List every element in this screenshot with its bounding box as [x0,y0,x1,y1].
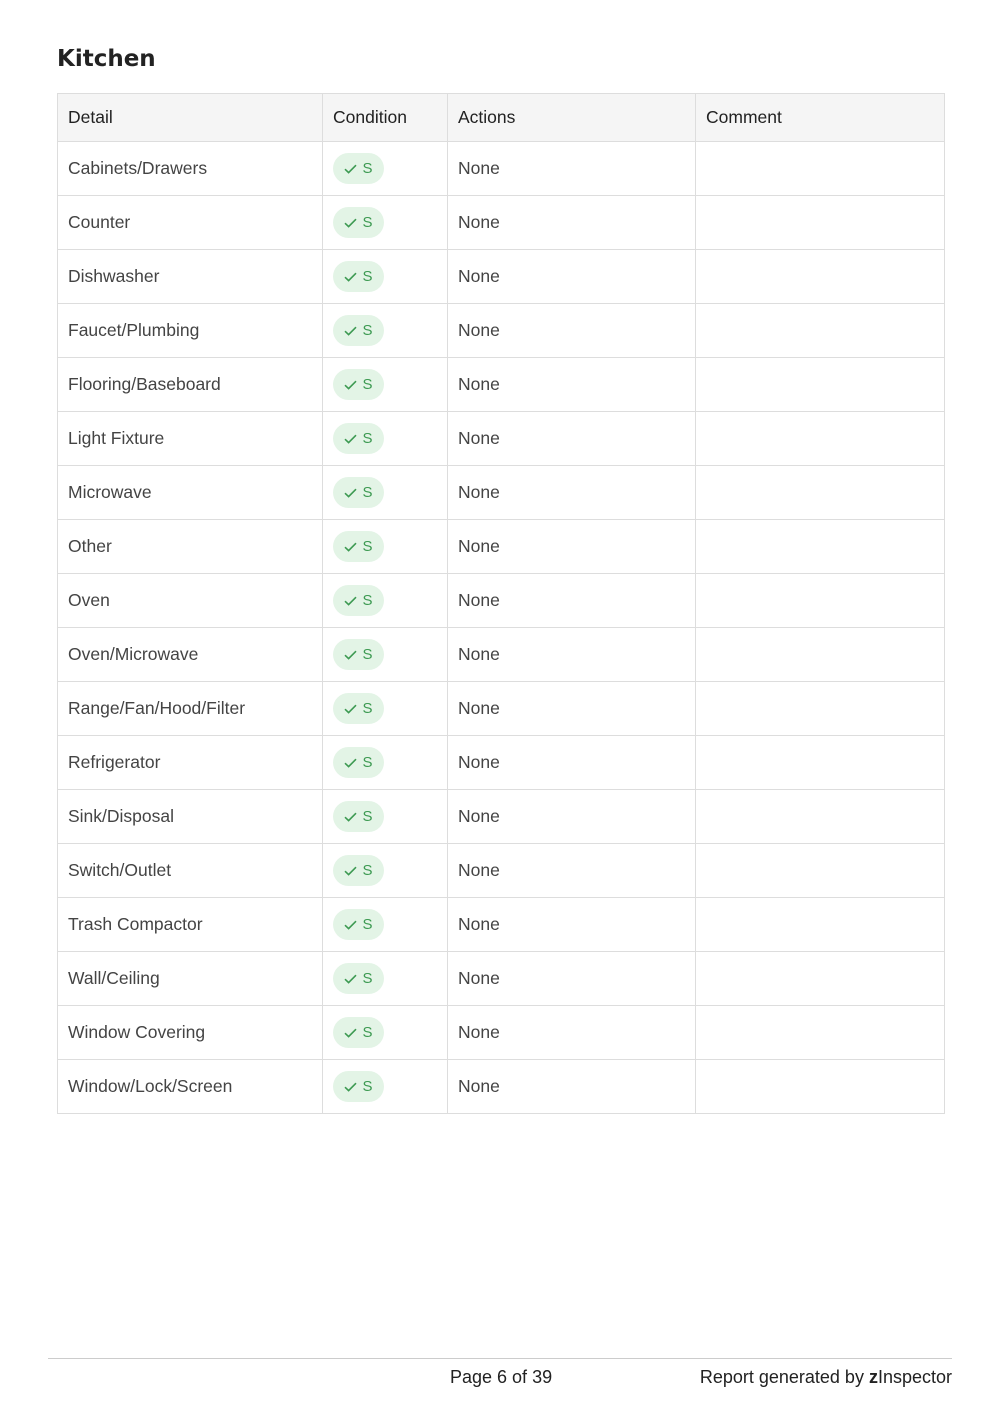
condition-label: S [362,700,373,717]
cell-comment [696,466,945,520]
table-row [58,142,945,196]
cell-actions: None [448,250,696,304]
cell-actions: None [448,466,696,520]
header-actions: Actions [448,94,696,142]
cell-condition [323,304,448,358]
condition-badge [333,423,384,454]
condition-label: S [362,214,373,231]
cell-comment [696,1060,945,1114]
condition-badge [333,477,384,508]
cell-condition [323,952,448,1006]
cell-comment [696,844,945,898]
cell-condition [323,358,448,412]
cell-detail: Switch/Outlet [58,844,323,898]
cell-detail: Sink/Disposal [58,790,323,844]
cell-actions: None [448,898,696,952]
table-header-row [58,94,945,142]
cell-actions: None [448,628,696,682]
brand-name: Inspector [877,1367,952,1387]
cell-condition [323,250,448,304]
cell-detail: Light Fixture [58,412,323,466]
cell-comment [696,520,945,574]
cell-detail: Oven [58,574,323,628]
header-comment: Comment [696,94,945,142]
brand-z: z [868,1367,878,1387]
table-row [58,358,945,412]
cell-detail: Cabinets/Drawers [58,142,323,196]
condition-label: S [362,376,373,393]
table-row [58,682,945,736]
cell-detail: Faucet/Plumbing [58,304,323,358]
table-row [58,1060,945,1114]
cell-actions: None [448,952,696,1006]
cell-detail: Flooring/Baseboard [58,358,323,412]
cell-comment [696,1006,945,1060]
cell-comment [696,250,945,304]
cell-condition [323,196,448,250]
condition-label: S [362,862,373,879]
condition-badge [333,153,384,184]
condition-badge [333,801,384,832]
condition-badge [333,747,384,778]
condition-label: S [362,538,373,555]
table-row [58,736,945,790]
condition-label: S [362,808,373,825]
cell-actions: None [448,358,696,412]
cell-comment [696,304,945,358]
generated-prefix: Report generated by [699,1367,869,1387]
report-generated-by [700,1367,952,1388]
condition-badge [333,369,384,400]
cell-condition [323,1006,448,1060]
cell-actions: None [448,1060,696,1114]
condition-badge [333,1017,384,1048]
table-row [58,304,945,358]
cell-actions: None [448,1006,696,1060]
cell-condition [323,790,448,844]
table-row [58,1006,945,1060]
table-row [58,196,945,250]
cell-detail: Window/Lock/Screen [58,1060,323,1114]
condition-label: S [362,160,373,177]
cell-detail: Wall/Ceiling [58,952,323,1006]
table-row [58,250,945,304]
table-row [58,952,945,1006]
check-icon [344,1082,357,1092]
table-row [58,898,945,952]
table-row [58,520,945,574]
cell-actions: None [448,844,696,898]
cell-condition [323,682,448,736]
cell-comment [696,196,945,250]
cell-condition [323,574,448,628]
condition-label: S [362,322,373,339]
cell-comment [696,952,945,1006]
cell-condition [323,412,448,466]
table-row [58,844,945,898]
table-body [58,142,945,1114]
cell-condition [323,520,448,574]
condition-label: S [362,754,373,771]
cell-condition [323,898,448,952]
check-icon [344,758,357,768]
check-icon [344,650,357,660]
condition-badge [333,261,384,292]
cell-condition [323,628,448,682]
cell-comment [696,412,945,466]
check-icon [344,704,357,714]
cell-comment [696,682,945,736]
cell-detail: Counter [58,196,323,250]
condition-label: S [362,484,373,501]
cell-actions: None [448,520,696,574]
cell-actions: None [448,574,696,628]
cell-comment [696,736,945,790]
cell-detail: Window Covering [58,1006,323,1060]
check-icon [344,434,357,444]
cell-condition [323,142,448,196]
section-title: Kitchen [57,46,156,72]
cell-detail: Microwave [58,466,323,520]
cell-actions: None [448,142,696,196]
condition-badge [333,855,384,886]
cell-condition [323,1060,448,1114]
table-row [58,790,945,844]
condition-label: S [362,646,373,663]
footer-divider [48,1358,952,1359]
check-icon [344,218,357,228]
check-icon [344,326,357,336]
check-icon [344,164,357,174]
cell-detail: Trash Compactor [58,898,323,952]
cell-actions: None [448,736,696,790]
condition-badge [333,585,384,616]
check-icon [344,920,357,930]
condition-label: S [362,592,373,609]
condition-label: S [362,430,373,447]
cell-actions: None [448,196,696,250]
cell-condition [323,736,448,790]
cell-actions: None [448,790,696,844]
cell-condition [323,844,448,898]
kitchen-table [57,93,945,1114]
table-row [58,466,945,520]
condition-badge [333,315,384,346]
check-icon [344,866,357,876]
cell-comment [696,142,945,196]
check-icon [344,1028,357,1038]
cell-detail: Refrigerator [58,736,323,790]
table-row [58,574,945,628]
condition-badge [333,639,384,670]
cell-comment [696,358,945,412]
check-icon [344,488,357,498]
page-number: Page 6 of 39 [450,1367,553,1387]
condition-label: S [362,268,373,285]
cell-comment [696,628,945,682]
header-condition: Condition [323,94,448,142]
table-row [58,412,945,466]
cell-detail: Oven/Microwave [58,628,323,682]
condition-label: S [362,916,373,933]
condition-badge [333,693,384,724]
cell-detail: Dishwasher [58,250,323,304]
condition-label: S [362,1078,373,1095]
check-icon [344,380,357,390]
cell-detail: Other [58,520,323,574]
header-detail: Detail [58,94,323,142]
cell-comment [696,898,945,952]
cell-actions: None [448,682,696,736]
check-icon [344,812,357,822]
condition-badge [333,1071,384,1102]
cell-actions: None [448,304,696,358]
condition-label: S [362,970,373,987]
check-icon [344,596,357,606]
check-icon [344,272,357,282]
check-icon [344,974,357,984]
condition-badge [333,207,384,238]
cell-condition [323,466,448,520]
cell-comment [696,574,945,628]
check-icon [344,542,357,552]
cell-comment [696,790,945,844]
condition-label: S [362,1024,373,1041]
condition-badge [333,963,384,994]
cell-actions: None [448,412,696,466]
condition-badge [333,909,384,940]
cell-detail: Range/Fan/Hood/Filter [58,682,323,736]
condition-badge [333,531,384,562]
table-row [58,628,945,682]
